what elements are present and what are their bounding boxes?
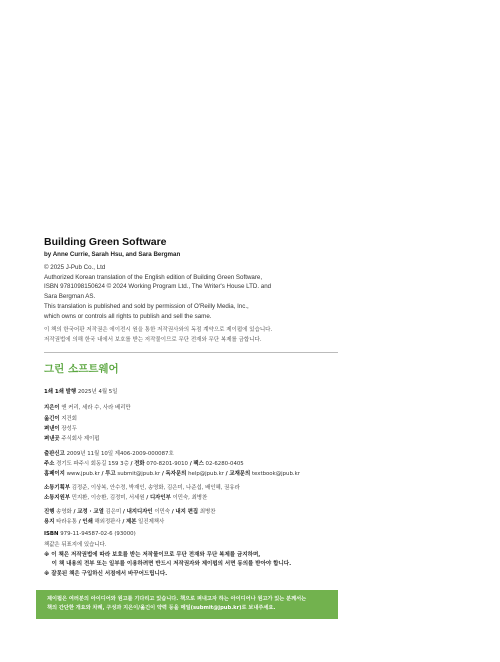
copyright-line: This translation is published and sold by permission of O'Reilly Media, Inc., — [44, 302, 249, 310]
translator-label: 옮긴이 — [44, 416, 60, 422]
inner-edit-value: 최병찬 — [199, 509, 216, 515]
korean-book-title: 그린 소프트웨어 — [44, 363, 119, 375]
planning-line — [44, 483, 240, 491]
inner-design-label: 내지디자인 — [126, 509, 153, 515]
bind-label: 제본 — [126, 519, 137, 525]
reader-label: 독자문의 — [165, 471, 187, 477]
design-value: 이민숙, 최병찬 — [172, 495, 208, 501]
planning-label: 소통기획부 — [44, 485, 71, 491]
note-line: ※ 이 책은 저작권법에 따라 보호를 받는 저작물이므로 무단 전재와 무단 복제를 금지하며, — [44, 552, 261, 558]
proof-value: 김은미 — [105, 509, 122, 515]
address-value: 경기도 파주시 회동길 159 3층 — [56, 461, 129, 467]
reader-value: help@jpub.kr — [188, 471, 224, 477]
edition-label: 1쇄 1쇄 발행 — [44, 389, 77, 395]
paper-value: 타라유통 — [56, 519, 77, 525]
isbn-line — [44, 531, 136, 537]
english-authors: by Anne Currie, Sarah Hsu, and Sara Bergman — [44, 251, 181, 258]
textbook-label: 교재문의 — [229, 471, 251, 477]
support-value: 민지환, 이승환, 김정미, 서세원 — [71, 495, 145, 501]
registration-label: 출판신고 — [44, 451, 65, 457]
registration-value: 2009년 11월 10일 제406-2009-000087호 — [66, 451, 174, 457]
copyright-line: which owns or controls all rights to publish and sell the same. — [44, 312, 212, 320]
copyright-line: © 2025 J-Pub Co., Ltd — [44, 264, 106, 271]
callout-line: 책의 간단한 개요와 차례, 구성과 지은이/옮긴이 약력 등을 메일(submit@jpub.kr)로 보내주세요. — [47, 605, 276, 612]
publisher-value: 장성두 — [61, 426, 77, 432]
translator-value: 지건회 — [61, 416, 77, 422]
print-value: 해외정판사 — [94, 519, 121, 525]
edition-value: 2025년 4월 5일 — [77, 389, 118, 395]
isbn-label: ISBN — [44, 531, 59, 537]
progress-line: 진행 송영화 / 교정 · 교열 김은미 / 내지디자인 이민숙 / 내지 편집 최병찬 — [44, 509, 216, 515]
submit-value: submit@jpub.kr — [117, 471, 161, 477]
submission-callout — [36, 590, 338, 619]
note-line: 이 책 내용의 전부 또는 일부를 이용하려면 반드시 저작권자와 제이펍의 서면 동의를 받아야 합니다. — [44, 561, 292, 568]
paper-label: 용지 — [44, 519, 55, 525]
writers-line — [44, 403, 131, 411]
textbook-value: textbook@jpub.kr — [251, 471, 300, 477]
homepage-label: 홈페이지 — [44, 471, 65, 477]
address-line: 주소 경기도 파주시 회동길 159 3층 / 전화 070-8201-9010 / 팩스 02-6280-0405 — [44, 461, 244, 467]
publisher-label: 펴낸이 — [44, 426, 60, 432]
phone-label: 전화 — [134, 461, 145, 467]
design-label: 디자인부 — [149, 495, 171, 501]
callout-line: 제이펍은 여러분의 아이디어와 원고를 기다리고 있습니다. 책으로 펴내고자 하는 아이디어나 원고가 있는 분께서는 — [47, 596, 307, 602]
company-label: 펴낸곳 — [44, 436, 60, 442]
writers-value: 앤 커리, 세라 수, 사라 베리만 — [61, 405, 131, 411]
fax-label: 팩스 — [193, 461, 204, 467]
bind-value: 일진제책사 — [138, 519, 165, 525]
notice-line: 이 책의 한국어판 저작권은 에이전시 원을 통한 저작권사와의 독점 계약으로 제이펍에 있습니다. — [44, 327, 273, 333]
edition-line — [44, 387, 117, 395]
company-value: 주식회사 제이펍 — [61, 436, 100, 442]
company-line — [44, 434, 100, 442]
english-copyright-block — [44, 263, 271, 321]
isbn-value: 979-11-94587-02-6 (93000) — [60, 531, 136, 537]
registration-line — [44, 449, 174, 457]
english-book-title: Building Green Software — [44, 236, 167, 248]
inner-edit-label: 내지 편집 — [175, 509, 199, 515]
price-line — [44, 540, 106, 548]
homepage-value: www.jpub.kr — [66, 471, 100, 477]
fax-value: 02-6280-0405 — [205, 461, 244, 467]
submit-label: 투고 — [105, 471, 116, 477]
note-line: ※ 잘못된 책은 구입하신 서점에서 바꾸어드립니다. — [44, 570, 168, 577]
web-line: 홈페이지 www.jpub.kr / 투고 submit@jpub.kr / 독자문의 help@jpub.kr / 교재문의 textbook@jpub.kr — [44, 471, 300, 477]
inner-design-value: 이민숙 — [154, 509, 170, 515]
print-label: 인쇄 — [82, 519, 93, 525]
paper-line: 용지 타라유통 / 인쇄 해외정판사 / 제본 일진제책사 — [44, 519, 165, 525]
translator-line — [44, 414, 77, 422]
notice-line: 저작권법에 의해 한국 내에서 보호를 받는 저작물이므로 무단 전재와 무단 복제를 금합니다. — [44, 336, 262, 343]
support-line: 소통지원부 민지환, 이승환, 김정미, 서세원 / 디자인부 이민숙, 최병찬 — [44, 495, 208, 501]
price-note: 책값은 뒤표지에 있습니다. — [44, 542, 107, 548]
copyright-line: ISBN 9781098150624 © 2024 Working Program Ltd., The Writer's House LTD. and — [44, 283, 272, 291]
proof-label: 교정 · 교열 — [77, 509, 104, 515]
korean-rights-notice — [44, 326, 272, 345]
writers-label: 지은이 — [44, 405, 60, 411]
copyright-line: Sara Bergman AS. — [44, 293, 96, 301]
divider — [44, 352, 338, 353]
support-label: 소통지원부 — [44, 495, 71, 501]
address-label: 주소 — [44, 461, 55, 467]
progress-label: 진행 — [44, 509, 55, 515]
progress-value: 송영화 — [56, 509, 72, 515]
phone-value: 070-8201-9010 — [146, 461, 188, 467]
planning-value: 김정준, 이상복, 안수정, 박재인, 송영화, 김은미, 나준섭, 배인혜, 권유라 — [71, 485, 240, 491]
publisher-line — [44, 424, 77, 432]
copyright-line: Authorized Korean translation of the English edition of Building Green Software, — [44, 273, 263, 281]
legal-notes — [44, 551, 291, 579]
